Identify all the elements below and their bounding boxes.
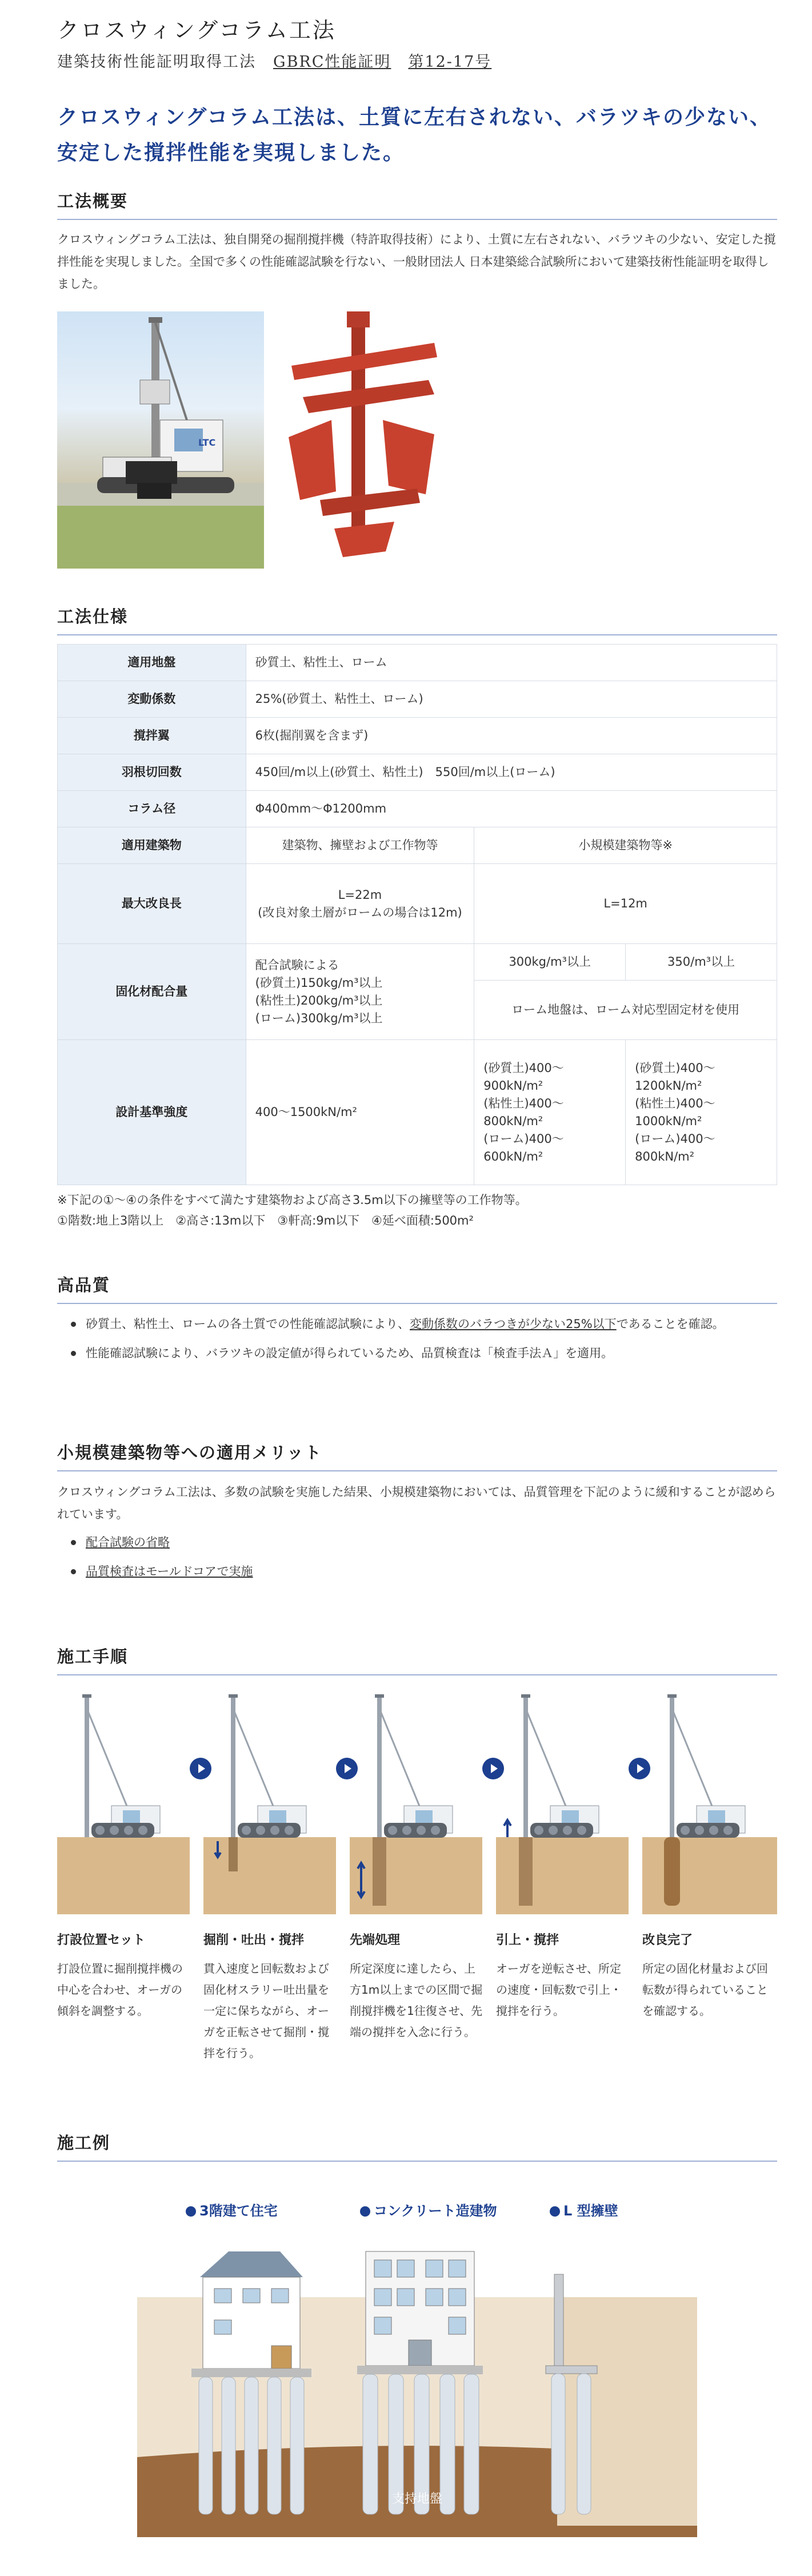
spec-line: (砂質土)400〜 (483, 1061, 564, 1075)
table-row (58, 864, 777, 944)
spec-value: 400〜1500kN/m² (246, 1040, 474, 1185)
ground-label: 支持地盤 (391, 2492, 443, 2506)
next-arrow-icon (336, 1758, 358, 1779)
spec-value: 300kg/m³以上 (474, 944, 626, 981)
spec-line: 900kN/m² (483, 1078, 543, 1093)
lead-text: クロスウィングコラム工法は、土質に左右されない、バラツキの少ない、安定した撹拌性能を実現しました。 (57, 105, 772, 165)
spec-line: (砂質土)400〜 (635, 1061, 715, 1075)
step-text: 貫入速度と回転数および固化材スラリー吐出量を一定に保ちながら、オーガを正転させて掘削・撹拌を行う。 (203, 1962, 329, 2060)
spec-value: 砂質土、粘性土、ローム (246, 645, 777, 681)
step-text: 所定深度に達したら、上方1m以上までの区間で掘削撹拌機を1往復させ、先端の撹拌を入念に行う。 (350, 1962, 483, 2039)
spec-line: 800kN/m² (483, 1114, 543, 1128)
spec-note-list: ①階数:地上3階以上 ②高さ:13m以下 ③軒高:9m以下 ④延べ面積:500m² (57, 1214, 474, 1227)
quality-text: 性能確認試験により、バラツキの設定値が得られているため、品質検査は「検査手法Ａ」を適用。 (86, 1346, 614, 1360)
next-arrow-icon (190, 1758, 211, 1779)
spec-value: ローム地盤は、ローム対応型固定材を使用 (474, 981, 777, 1040)
list-item (57, 1342, 777, 1365)
spec-table (57, 644, 777, 1185)
spec-value: 6枚(掘削翼を含まず) (246, 718, 777, 754)
overview-text: クロスウィングコラム工法は、独自開発の掘削撹拌機（特許取得技術）により、土質に左右されない、バラツキの少ない、安定した撹拌性能を実現しました。全国で多くの性能確認試験を行ない、一般財団法人 日本建築総合試験所において建築技術性能証明を取得しました。 (57, 233, 776, 291)
step-title: 引上・撹拌 (496, 1933, 559, 1947)
step-text: 打設位置に掘削撹拌機の中心を合わせ、オーガの傾斜を調整する。 (57, 1962, 183, 2018)
spec-value (246, 944, 474, 1040)
cert-link[interactable]: GBRC性能証明 (273, 53, 391, 71)
quality-text: であることを確認。 (616, 1317, 725, 1331)
table-row (58, 718, 777, 754)
spec-label: 適用建築物 (58, 827, 246, 864)
spec-label: 最大改良長 (58, 864, 246, 944)
step-title: 打設位置セット (57, 1933, 146, 1947)
spec-value: 350/m³以上 (626, 944, 777, 981)
step-title: 先端処理 (350, 1933, 401, 1947)
spec-value: L=12m (474, 864, 777, 944)
procedure-illustration (57, 1691, 777, 1914)
quality-list (57, 1313, 777, 1371)
construction-example-figure (137, 2217, 697, 2537)
spec-line: (粘性土)200kg/m³以上 (255, 993, 383, 1007)
merit-link[interactable]: 品質検査はモールドコアで実施 (86, 1565, 253, 1578)
merit-text: クロスウィングコラム工法は、多数の試験を実施した結果、小規模建築物においては、品質管理を下記のように緩和することが認められています。 (57, 1485, 776, 1521)
spec-label: 撹拌翼 (58, 718, 246, 754)
table-row (58, 827, 777, 864)
spec-line: 1000kN/m² (635, 1114, 702, 1128)
step-title: 改良完了 (642, 1933, 693, 1947)
spec-line: 600kN/m² (483, 1149, 543, 1163)
spec-value: 小規模建築物等※ (474, 827, 777, 864)
spec-line: 800kN/m² (635, 1149, 695, 1163)
list-item (57, 1313, 777, 1335)
section-heading-merit: 小規模建築物等への適用メリット (57, 1440, 777, 1471)
spec-line: 配合試験による (255, 958, 339, 972)
spec-label: コラム径 (58, 791, 246, 827)
step-text: オーガを逆転させ、所定の速度・回転数で引上・撹拌を行う。 (496, 1962, 622, 2018)
quality-link[interactable]: 変動係数のバラつきが少ない25%以下 (410, 1317, 617, 1331)
section-heading-examples: 施工例 (57, 2130, 777, 2162)
spec-value (246, 864, 474, 944)
spec-note-conditions: ※下記の①〜④の条件をすべて満たす建築物および高さ3.5m以下の擁壁等の工作物等。 (57, 1193, 527, 1207)
spec-line: (砂質土)150kg/m³以上 (255, 975, 383, 990)
spec-value (474, 1040, 626, 1185)
table-row (58, 681, 777, 718)
list-item (57, 1561, 777, 1583)
table-row (58, 791, 777, 827)
spec-label: 固化材配合量 (58, 944, 246, 1040)
spec-label: 羽根切回数 (58, 754, 246, 791)
spec-line: (ローム)400〜 (635, 1131, 715, 1146)
section-heading-procedure: 施工手順 (57, 1644, 777, 1675)
cert-number[interactable]: 第12-17号 (408, 53, 492, 71)
table-row (58, 645, 777, 681)
section-heading-overview: 工法概要 (57, 189, 777, 220)
next-arrow-icon (629, 1758, 650, 1779)
spec-value: 450回/m以上(砂質土、粘性土) 550回/m以上(ローム) (246, 754, 777, 791)
spec-label: 適用地盤 (58, 645, 246, 681)
example-label-retaining-wall: L 型擁壁 (550, 2199, 618, 2219)
spec-value (626, 1040, 777, 1185)
spec-line: (ローム)400〜 (483, 1131, 564, 1146)
list-item (57, 1531, 777, 1554)
page-title: クロスウィングコラム工法 (57, 18, 336, 43)
spec-line: (ローム)300kg/m³以上 (255, 1011, 383, 1025)
spec-value: 25%(砂質土、粘性土、ローム) (246, 681, 777, 718)
section-heading-spec: 工法仕様 (57, 604, 777, 635)
merit-link[interactable]: 配合試験の省略 (86, 1535, 170, 1549)
step-text: 所定の固化材量および回転数が得られていることを確認する。 (642, 1962, 768, 2018)
example-label-concrete: コンクリート造建物 (360, 2199, 497, 2219)
rig-logo-text: LTC (198, 437, 216, 448)
subtitle-text: 建築技術性能証明取得工法 (57, 53, 256, 71)
table-row (58, 754, 777, 791)
next-arrow-icon (482, 1758, 504, 1779)
spec-line: (粘性土)400〜 (483, 1096, 564, 1110)
spec-line: L=22m (338, 887, 382, 902)
spec-line: (改良対象土層がロームの場合は12m) (258, 905, 462, 919)
example-label-house: 3階建て住宅 (186, 2199, 278, 2219)
spec-value: 建築物、擁壁および工作物等 (246, 827, 474, 864)
spec-line: (粘性土)400〜 (635, 1096, 715, 1110)
spec-label: 変動係数 (58, 681, 246, 718)
rig-photo (57, 311, 264, 569)
quality-text: 砂質土、粘性土、ロームの各土質での性能確認試験により、 (86, 1317, 410, 1331)
auger-bit-photo (269, 311, 457, 569)
spec-label: 設計基準強度 (58, 1040, 246, 1185)
section-heading-quality: 高品質 (57, 1273, 777, 1304)
page-subtitle (57, 49, 491, 71)
merit-list (57, 1531, 777, 1590)
table-row (58, 944, 777, 981)
spec-line: 1200kN/m² (635, 1078, 702, 1093)
spec-value: Φ400mm〜Φ1200mm (246, 791, 777, 827)
table-row (58, 1040, 777, 1185)
step-title: 掘削・吐出・撹拌 (203, 1933, 305, 1947)
